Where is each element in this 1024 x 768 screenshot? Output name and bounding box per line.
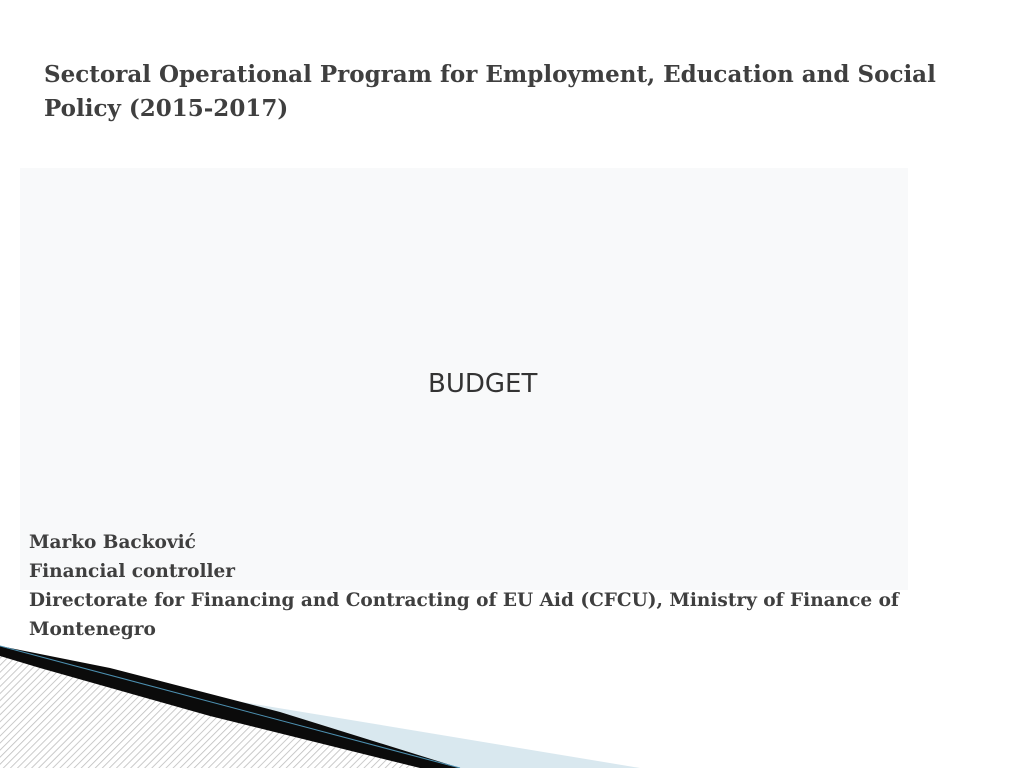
budget-heading: BUDGET	[428, 369, 538, 399]
presenter-organization: Directorate for Financing and Contracting of EU Aid (CFCU), Ministry of Finance of	[29, 590, 899, 611]
presenter-country: Montenegro	[29, 619, 156, 640]
slide-title: Sectoral Operational Program for Employment, Education and Social Policy (2015-2017)	[44, 61, 936, 122]
presenter-role: Financial controller	[29, 561, 236, 582]
presenter-name: Marko Backović	[29, 532, 196, 553]
